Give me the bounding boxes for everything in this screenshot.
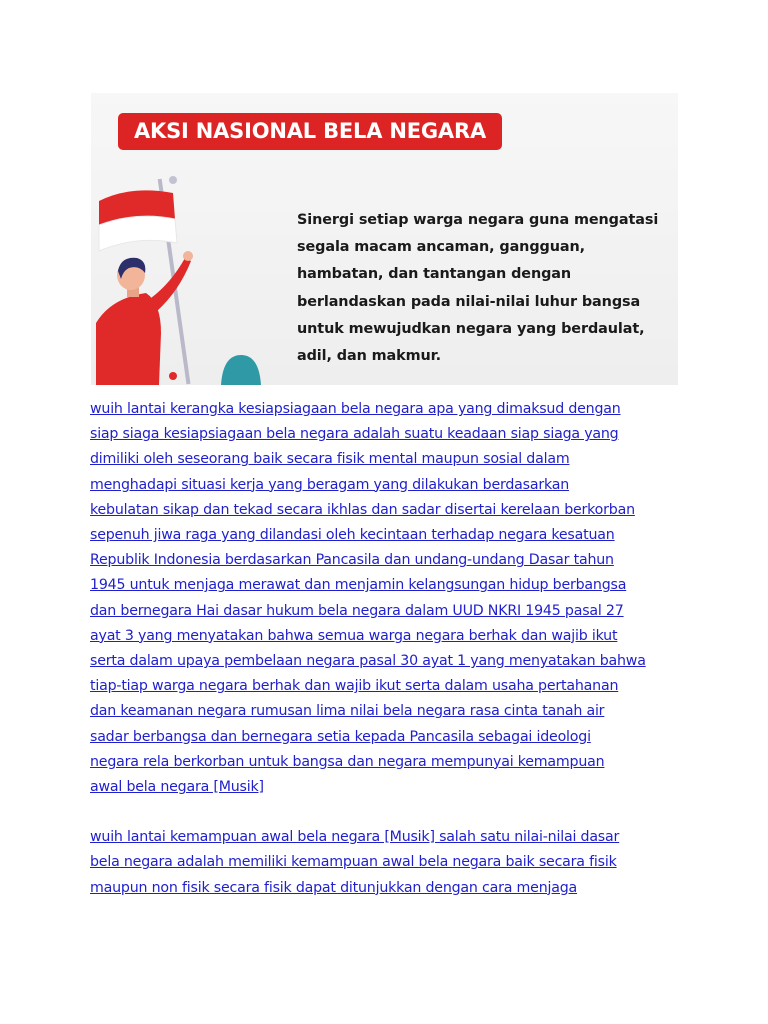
transcript-link-line[interactable]: 1945 untuk menjaga merawat dan menjamin kelangsungan hidup berbangsa (90, 577, 627, 594)
transcript-link-line[interactable]: ayat 3 yang menyatakan bahwa semua warga negara berhak dan wajib ikut (90, 627, 618, 644)
header-banner-image (91, 93, 678, 385)
transcript-link-line[interactable]: serta dalam upaya pembelaan negara pasal 30 ayat 1 yang menyatakan bahwa (90, 653, 646, 670)
transcript-link-line[interactable]: dan keamanan negara rumusan lima nilai bela negara rasa cinta tanah air (90, 703, 605, 720)
banner-description (297, 207, 667, 370)
transcript-link-line[interactable]: negara rela berkorban untuk bangsa dan negara mempunyai kemampuan (90, 753, 605, 770)
article-body (90, 397, 690, 901)
banner-title: AKSI NASIONAL BELA NEGARA (118, 113, 502, 150)
transcript-link-line[interactable]: sepenuh jiwa raga yang dilandasi oleh kecintaan terhadap negara kesatuan (90, 527, 615, 544)
transcript-link-line[interactable]: wuih lantai kemampuan awal bela negara [Musik] salah satu nilai-nilai dasar (90, 829, 620, 846)
paragraph (90, 825, 690, 901)
transcript-link-line[interactable]: dan bernegara Hai dasar hukum bela negara dalam UUD NKRI 1945 pasal 27 (90, 602, 624, 619)
banner-line: segala macam ancaman, gangguan, (297, 239, 585, 256)
transcript-link-line[interactable]: dimiliki oleh seseorang baik secara fisik mental maupun sosial dalam (90, 451, 570, 468)
paragraph (90, 397, 690, 800)
transcript-link-line[interactable]: maupun non fisik secara fisik dapat ditunjukkan dengan cara menjaga (90, 879, 578, 896)
transcript-link-line[interactable]: bela negara adalah memiliki kemampuan awal bela negara baik secara fisik (90, 854, 617, 871)
banner-line: adil, dan makmur. (297, 348, 441, 365)
banner-line: berlandaskan pada nilai-nilai luhur bangsa (297, 293, 641, 310)
transcript-link-line[interactable]: kebulatan sikap dan tekad secara ikhlas dan sadar disertai kerelaan berkorban (90, 501, 635, 518)
banner-line: untuk mewujudkan negara yang berdaulat, (297, 320, 645, 337)
transcript-link-line[interactable]: wuih lantai kerangka kesiapsiagaan bela negara apa yang dimaksud dengan (90, 401, 621, 417)
transcript-link-line[interactable]: menghadapi situasi kerja yang beragam yang dilakukan berdasarkan (90, 476, 570, 493)
transcript-link-line[interactable]: awal bela negara [Musik] (90, 779, 264, 796)
transcript-link-line[interactable]: Republik Indonesia berdasarkan Pancasila dan undang-undang Dasar tahun (90, 552, 614, 569)
banner-line: hambatan, dan tantangan dengan (297, 266, 572, 283)
banner-line: Sinergi setiap warga negara guna mengatasi (297, 212, 659, 228)
transcript-link-line[interactable]: tiap-tiap warga negara berhak dan wajib ikut serta dalam usaha pertahanan (90, 678, 619, 695)
transcript-link-line[interactable]: siap siaga kesiapsiagaan bela negara adalah suatu keadaan siap siaga yang (90, 426, 619, 443)
transcript-link-line[interactable]: sadar berbangsa dan bernegara setia kepada Pancasila sebagai ideologi (90, 728, 591, 745)
